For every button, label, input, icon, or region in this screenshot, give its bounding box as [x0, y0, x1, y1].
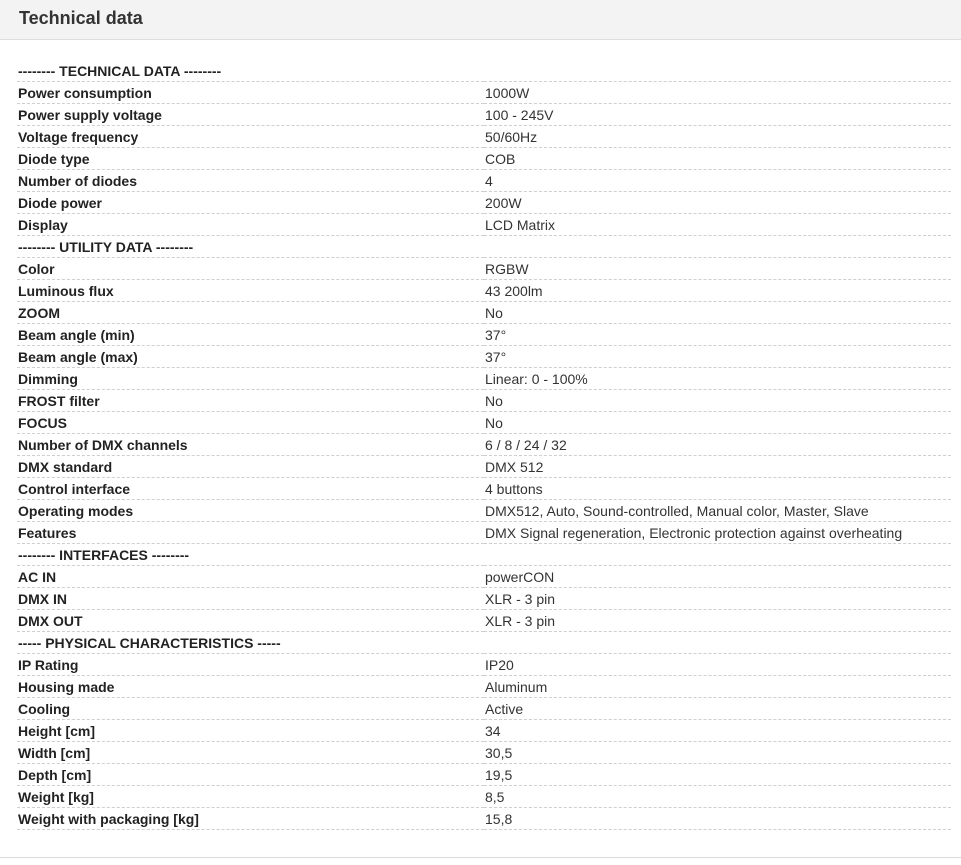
- table-row: [17, 698, 951, 720]
- spec-value: RGBW: [484, 258, 951, 280]
- spec-value: Aluminum: [484, 676, 951, 698]
- spec-label: Control interface: [17, 478, 484, 500]
- spec-label: Luminous flux: [17, 280, 484, 302]
- spec-value: 19,5: [484, 764, 951, 786]
- table-row: [17, 786, 951, 808]
- spec-value: 100 - 245V: [484, 104, 951, 126]
- spec-label: IP Rating: [17, 654, 484, 676]
- spec-value: XLR - 3 pin: [484, 588, 951, 610]
- table-row: [17, 82, 951, 104]
- spec-value: Linear: 0 - 100%: [484, 368, 951, 390]
- spec-value: 6 / 8 / 24 / 32: [484, 434, 951, 456]
- spec-label: DMX standard: [17, 456, 484, 478]
- spec-label: FOCUS: [17, 412, 484, 434]
- table-row: [17, 654, 951, 676]
- spec-value: 34: [484, 720, 951, 742]
- spec-label: Color: [17, 258, 484, 280]
- spec-label: Number of DMX channels: [17, 434, 484, 456]
- table-row: [17, 566, 951, 588]
- table-row: [17, 676, 951, 698]
- table-row: [17, 214, 951, 236]
- table-row: [17, 720, 951, 742]
- table-row: [17, 610, 951, 632]
- table-row: [17, 742, 951, 764]
- section-heading: -------- INTERFACES --------: [17, 544, 951, 566]
- spec-label: Housing made: [17, 676, 484, 698]
- table-row: [17, 170, 951, 192]
- spec-label: Cooling: [17, 698, 484, 720]
- spec-label: Beam angle (min): [17, 324, 484, 346]
- spec-label: Display: [17, 214, 484, 236]
- spec-value: 4: [484, 170, 951, 192]
- section-heading: -------- TECHNICAL DATA --------: [17, 60, 951, 82]
- spec-label: Beam angle (max): [17, 346, 484, 368]
- table-row: [17, 104, 951, 126]
- table-row: [17, 434, 951, 456]
- spec-value: 43 200lm: [484, 280, 951, 302]
- spec-label: Power consumption: [17, 82, 484, 104]
- table-row: [17, 126, 951, 148]
- spec-value: DMX512, Auto, Sound-controlled, Manual color, Master, Slave: [484, 500, 951, 522]
- section-heading-row: [17, 60, 951, 82]
- spec-value: No: [484, 390, 951, 412]
- table-row: [17, 808, 951, 830]
- spec-value: 15,8: [484, 808, 951, 830]
- spec-label: ZOOM: [17, 302, 484, 324]
- spec-table-body: [17, 60, 951, 830]
- section-heading-row: [17, 632, 951, 654]
- spec-value: 50/60Hz: [484, 126, 951, 148]
- table-row: [17, 302, 951, 324]
- table-row: [17, 456, 951, 478]
- table-row: [17, 522, 951, 544]
- spec-label: Width [cm]: [17, 742, 484, 764]
- spec-value: IP20: [484, 654, 951, 676]
- spec-value: 4 buttons: [484, 478, 951, 500]
- table-row: [17, 588, 951, 610]
- spec-label: Power supply voltage: [17, 104, 484, 126]
- table-row: [17, 148, 951, 170]
- spec-label: Diode power: [17, 192, 484, 214]
- spec-label: FROST filter: [17, 390, 484, 412]
- table-row: [17, 280, 951, 302]
- table-row: [17, 764, 951, 786]
- spec-value: XLR - 3 pin: [484, 610, 951, 632]
- spec-value: DMX Signal regeneration, Electronic protection against overheating: [484, 522, 951, 544]
- table-row: [17, 324, 951, 346]
- spec-value: DMX 512: [484, 456, 951, 478]
- panel-title: Technical data: [19, 8, 143, 28]
- spec-label: DMX OUT: [17, 610, 484, 632]
- spec-value: 37°: [484, 324, 951, 346]
- table-row: [17, 368, 951, 390]
- spec-value: No: [484, 302, 951, 324]
- spec-value: 1000W: [484, 82, 951, 104]
- panel-header: [0, 0, 961, 40]
- spec-label: Diode type: [17, 148, 484, 170]
- spec-label: Weight with packaging [kg]: [17, 808, 484, 830]
- spec-label: Height [cm]: [17, 720, 484, 742]
- table-row: [17, 478, 951, 500]
- spec-label: Operating modes: [17, 500, 484, 522]
- spec-value: 8,5: [484, 786, 951, 808]
- spec-label: Depth [cm]: [17, 764, 484, 786]
- spec-value: 37°: [484, 346, 951, 368]
- table-row: [17, 500, 951, 522]
- table-row: [17, 390, 951, 412]
- table-row: [17, 258, 951, 280]
- table-row: [17, 192, 951, 214]
- table-row: [17, 346, 951, 368]
- section-heading: ----- PHYSICAL CHARACTERISTICS -----: [17, 632, 951, 654]
- spec-value: COB: [484, 148, 951, 170]
- spec-value: LCD Matrix: [484, 214, 951, 236]
- spec-label: Number of diodes: [17, 170, 484, 192]
- spec-value: 200W: [484, 192, 951, 214]
- spec-value: powerCON: [484, 566, 951, 588]
- spec-label: Weight [kg]: [17, 786, 484, 808]
- table-row: [17, 412, 951, 434]
- section-heading-row: [17, 236, 951, 258]
- section-heading: -------- UTILITY DATA --------: [17, 236, 951, 258]
- spec-label: DMX IN: [17, 588, 484, 610]
- spec-label: Dimming: [17, 368, 484, 390]
- spec-value: No: [484, 412, 951, 434]
- section-heading-row: [17, 544, 951, 566]
- spec-label: AC IN: [17, 566, 484, 588]
- spec-label: Voltage frequency: [17, 126, 484, 148]
- spec-table: [17, 60, 951, 830]
- spec-value: 30,5: [484, 742, 951, 764]
- spec-value: Active: [484, 698, 951, 720]
- spec-label: Features: [17, 522, 484, 544]
